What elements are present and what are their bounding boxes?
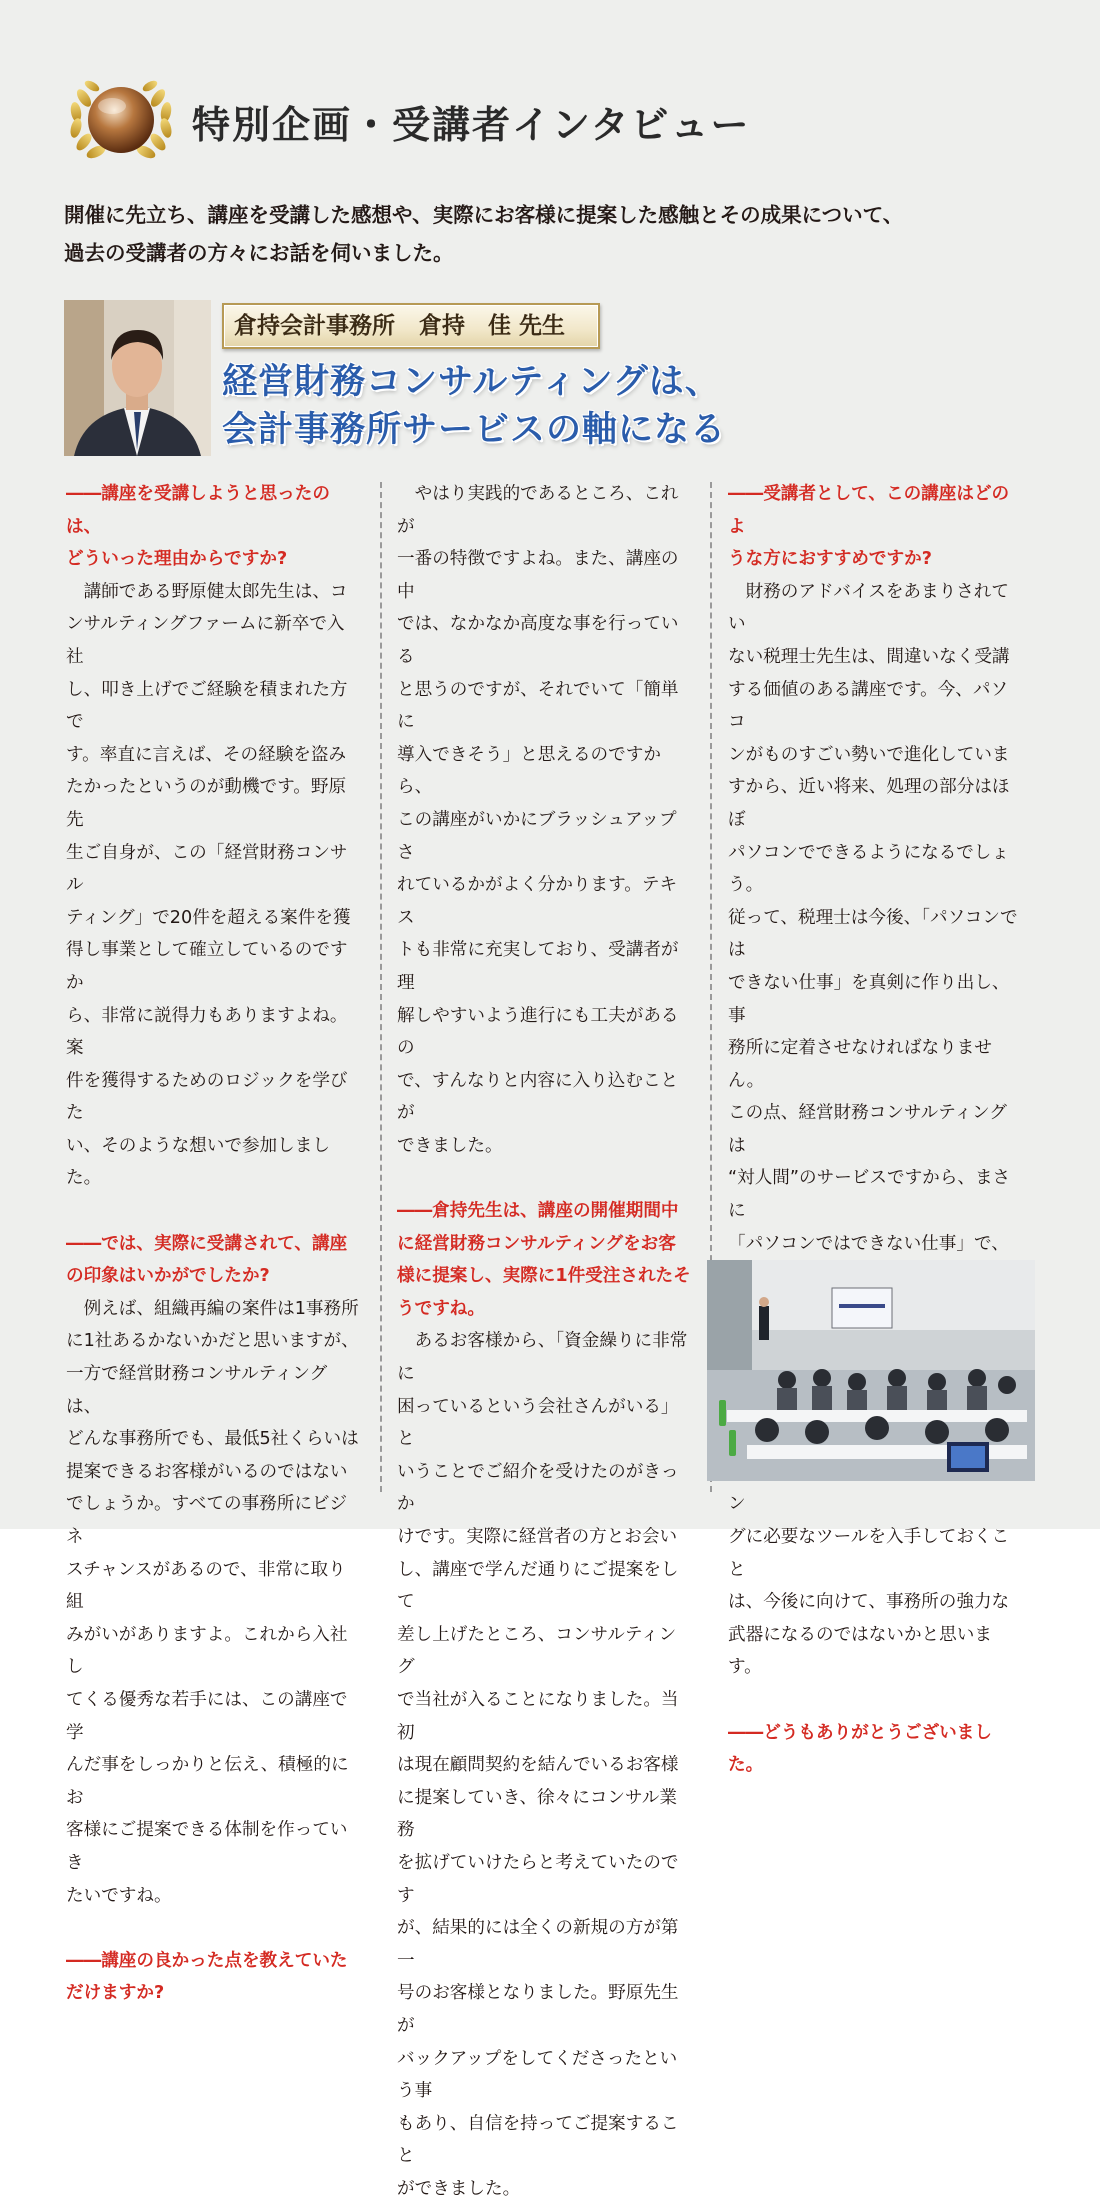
answer-text-line: トも非常に充実しており、受講者が理 bbox=[397, 940, 679, 993]
article-column bbox=[66, 478, 362, 2010]
answer-text-line: たかったというのが動機です。野原先 bbox=[66, 777, 347, 830]
answer-text-line: 一番の特徴ですよね。また、講座の中 bbox=[397, 549, 679, 602]
seminar-photo bbox=[707, 1260, 1035, 1481]
answer-text-line: 解しやすいよう進行にも工夫があるの bbox=[397, 1005, 679, 1059]
paragraph-gap bbox=[66, 1912, 362, 1945]
answer-text-line: 講師である野原健太郎先生は、コ bbox=[83, 581, 348, 602]
interview-question-line: ――どうもありがとうございました。 bbox=[728, 1722, 992, 1776]
headline-line: 経営財務コンサルティングは、 bbox=[222, 361, 721, 402]
answer-text-line: 務所に定着させなければなりません。 bbox=[728, 1038, 992, 1091]
article-column bbox=[397, 478, 693, 2205]
answer-text-line: スチャンスがあるので、非常に取り組 bbox=[66, 1559, 346, 1613]
interview-question-line: の印象はいかがでしたか? bbox=[66, 1266, 270, 1287]
answer-text-line: 提案できるお客様がいるのではない bbox=[66, 1461, 348, 1482]
answer-text-line: は現在顧問契約を結んでいるお客様 bbox=[397, 1755, 679, 1776]
answer-text-line: 導入できそう」と思えるのですから、 bbox=[397, 744, 661, 798]
answer-text-line: 一方で経営財務コンサルティングは、 bbox=[66, 1364, 328, 1417]
interview-headline bbox=[222, 358, 726, 454]
answer-text-line: 差し上げたところ、コンサルティング bbox=[397, 1624, 677, 1678]
answer-text-line: 従って、税理士は今後、「パソコンでは bbox=[728, 907, 1018, 961]
answer-text-line: たいですね。 bbox=[66, 1885, 172, 1906]
column-divider bbox=[380, 482, 382, 1492]
paragraph-gap bbox=[728, 1684, 1024, 1717]
answer-text-line: 例えば、組織再編の案件は1事務所 bbox=[83, 1298, 359, 1319]
answer-text-line: バックアップをしてくださったという事 bbox=[397, 2048, 678, 2102]
answer-text-line: この点、経営財務コンサルティングは bbox=[728, 1103, 1007, 1156]
interview-question-line: 様に提案し、実際に1件受注されたそ bbox=[397, 1266, 691, 1287]
answer-text-line: 件を獲得するためのロジックを学びた bbox=[66, 1070, 348, 1124]
answer-text-line: れているかがよく分かります。テキス bbox=[397, 875, 678, 928]
lead-text bbox=[64, 196, 1044, 272]
interview-question-line: ――受講者として、この講座はどのよ bbox=[728, 484, 1010, 537]
interview-question-line: うな方におすすめですか? bbox=[728, 549, 932, 570]
answer-text-line: を拡げていけたらと考えていたのです bbox=[397, 1852, 679, 1906]
answer-text-line: あるお客様から、「資金繰りに非常に bbox=[397, 1331, 688, 1385]
answer-text-line: この講座がいかにブラッシュアップさ bbox=[397, 809, 677, 863]
answer-text-line: し、講座で学んだ通りにご提案をして bbox=[397, 1559, 679, 1613]
answer-text-line: みがいがありますよ。これから入社し bbox=[66, 1624, 348, 1678]
answer-text-line: ティング」で20件を超える案件を獲 bbox=[66, 907, 351, 928]
answer-text-line: と思うのですが、それでいて「簡単に bbox=[397, 679, 679, 733]
answer-text-line: は、今後に向けて、事務所の強力な bbox=[728, 1592, 1010, 1613]
answer-text-line: グに必要なツールを入手しておくこと bbox=[728, 1527, 1010, 1580]
interview-question-line: だけますか? bbox=[66, 1983, 165, 2004]
answer-text-line: できない仕事」を真剣に作り出し、事 bbox=[728, 972, 1010, 1026]
answer-text-line: 号のお客様となりました。野原先生が bbox=[397, 1983, 679, 2036]
answer-text-line: 財務のアドバイスをあまりされてい bbox=[728, 581, 1009, 635]
answer-text-line: けです。実際に経営者の方とお会い bbox=[397, 1527, 678, 1547]
interviewee-name-plate bbox=[222, 303, 600, 349]
article-column bbox=[728, 478, 1024, 1782]
interviewee-photo bbox=[64, 300, 211, 456]
headline-line: 会計事務所サービスの軸になる bbox=[222, 409, 727, 450]
answer-text-line: “対人間”のサービスですから、まさに bbox=[728, 1168, 1011, 1222]
interview-question-line: ――では、実際に受講されて、講座 bbox=[66, 1233, 348, 1254]
office-name: 倉持会計事務所 bbox=[234, 312, 395, 339]
answer-text-line: パソコンでできるようになるでしょう。 bbox=[728, 842, 1009, 896]
interview-question-line: ――講座を受講しようと思ったのは、 bbox=[66, 484, 330, 537]
answer-text-line: できました。 bbox=[397, 1135, 503, 1156]
lead-line: 開催に先立ち、講座を受講した感想や、実際にお客様に提案した感触とその成果について、 bbox=[64, 203, 904, 227]
answer-text-line: い、そのような想いで参加しました。 bbox=[66, 1135, 330, 1189]
answer-text-line: やはり実践的であるところ、これが bbox=[397, 484, 679, 537]
section-title: 特別企画・受講者インタビュー bbox=[192, 102, 751, 147]
answer-text-line: では、なかなか高度な事を行っている bbox=[397, 614, 679, 667]
answer-text-line: もあり、自信を持ってご提案すること bbox=[397, 2113, 679, 2167]
interview-question-line: どういった理由からですか? bbox=[66, 549, 288, 570]
answer-text-line: ンがものすごい勢いで進化していま bbox=[728, 744, 1010, 765]
paragraph-gap bbox=[66, 1195, 362, 1228]
answer-text-line: どんな事務所でも、最低5社くらいは bbox=[66, 1429, 359, 1450]
lead-line: 過去の受講者の方々にお話を伺いました。 bbox=[64, 241, 454, 265]
laurel-medal-icon bbox=[62, 68, 180, 168]
answer-text-line: す。率直に言えば、その経験を盗み bbox=[66, 744, 347, 765]
interview-question-line: ――講座の良かった点を教えていた bbox=[66, 1950, 348, 1971]
answer-text-line: すから、近い将来、処理の部分はほぼ bbox=[728, 777, 1010, 830]
answer-text-line: で、すんなりと内容に入り込むことが bbox=[397, 1070, 679, 1124]
interviewee-name: 倉持 佳 先生 bbox=[419, 312, 566, 339]
answer-text-line: 生ご自身が、この「経営財務コンサル bbox=[66, 842, 348, 896]
interview-question-line: に経営財務コンサルティングをお客 bbox=[397, 1233, 676, 1254]
answer-text-line: で当社が入ることになりました。当初 bbox=[397, 1689, 679, 1743]
answer-text-line: んだ事をしっかりと伝え、積極的にお bbox=[66, 1755, 349, 1808]
answer-text-line: に1社あるかないかだと思いますが、 bbox=[66, 1331, 359, 1352]
answer-text-line: ができました。 bbox=[397, 2178, 521, 2199]
answer-text-line: てくる優秀な若手には、この講座で学 bbox=[66, 1689, 348, 1743]
answer-text-line: 得し事業として確立しているのですか bbox=[66, 940, 348, 993]
answer-text-line: ン bbox=[728, 1494, 746, 1515]
answer-text-line: 客様にご提案できる体制を作っていき bbox=[66, 1820, 348, 1873]
answer-text-line: でしょうか。すべての事務所にビジネ bbox=[66, 1494, 348, 1547]
answer-text-line: する価値のある講座です。今、パソコ bbox=[728, 679, 1009, 733]
answer-text-line: 困っているという会社さんがいる」と bbox=[397, 1396, 679, 1450]
answer-text-line: ら、非常に説得力もありますよね。案 bbox=[66, 1005, 348, 1059]
answer-text-line: ない税理士先生は、間違いなく受講 bbox=[728, 646, 1010, 667]
answer-text-line: 「パソコンではできない仕事」で、 bbox=[728, 1233, 1009, 1254]
answer-text-line: が、結果的には全くの新規の方が第一 bbox=[397, 1918, 679, 1971]
answer-text-line: に提案していき、徐々にコンサル業務 bbox=[397, 1787, 677, 1841]
answer-text-line: いうことでご紹介を受けたのがきっか bbox=[397, 1461, 679, 1515]
interview-question-line: うですね。 bbox=[397, 1298, 485, 1319]
interview-question-line: ――倉持先生は、講座の開催期間中 bbox=[397, 1201, 679, 1222]
answer-text-line: ンサルティングファームに新卒で入社 bbox=[66, 614, 345, 667]
answer-text-line: 武器になるのではないかと思います。 bbox=[728, 1624, 992, 1678]
paragraph-gap bbox=[397, 1162, 693, 1195]
answer-text-line: し、叩き上げでご経験を積まれた方で bbox=[66, 679, 348, 733]
